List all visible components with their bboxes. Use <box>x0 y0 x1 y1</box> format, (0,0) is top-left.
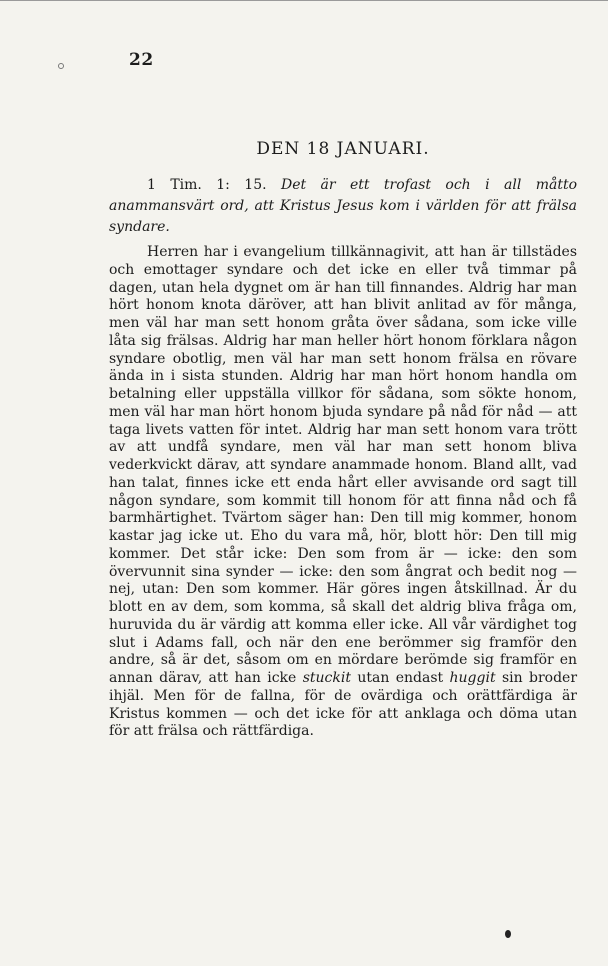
top-rule <box>0 0 608 5</box>
body-part-1: Herren har i evangelium tillkännagivit, att han är tillstädes och emottager syndare och det icke en eller två timmar på dagen, utan hela dygnet om är han till finnandes. Aldrig har man hört honom knota däröver, att han blivit anlitad av för många, men väl har man sett honom gråta över sådana, som icke ville låta sig frälsas. Aldrig har man heller hört honom förklara någon syndare obotlig, men väl har man sett honom frälsa en rövare ända in i sista stunden. Aldrig har man hört honom handla om betalning eller uppställa villkor för sådana, som sökte honom, men väl har man hört honom bjuda syndare på nåd för nåd — att taga livets vatten för intet. Aldrig har man sett honom vara trött av att undfå syndare, men väl har man sett honom bliva vederkvickt därav, att syndare anammade honom. Bland allt, vad han talat, finnes icke ett enda hårt eller avvisande ord sagt till någon syndare, som kommit till honom för att finna nåd och få barmhärtighet. Tvärtom säger han: Den till mig kommer, honom kastar jag icke ut. Eho du vara må, hör, blott hör: Den till mig kommer. Det står icke: Den som from är — icke: den som övervunnit sina synder — icke: den som ångrat och bedit nog — nej, utan: Den som kommer. Här göres ingen åtskillnad. Är du blott en av dem, som komma, så skall det aldrig bliva fråga om, huruvida du är värdig att komma eller icke. All vår värdighet tog slut i Adams fall, och när den ene berömmer sig framför den andre, så är det, såsom om en mördare berömde sig framför en annan därav, att han icke <box>109 244 577 686</box>
emphasis-huggit: huggit <box>449 670 496 686</box>
page-title: DEN 18 JANUARI. <box>256 139 430 159</box>
page-number: 22 <box>129 50 154 70</box>
verse-quote: Det är ett trofast och i all måtto anammansvärt ord, att Kristus Jesus kom i världen för att frälsa syndare. <box>109 177 578 235</box>
devotional-text <box>109 244 577 741</box>
bible-verse <box>109 175 577 238</box>
body-part-2: utan endast <box>357 670 444 686</box>
verse-reference: 1 Tim. 1: 15. <box>147 177 267 193</box>
margin-dot <box>58 63 64 69</box>
body-part-3: sin broder ihjäl. Men för de fallna, för de ovärdiga och orättfärdiga är Kristus kommen — och det icke för att anklaga och döma utan för att frälsa och rättfärdiga. <box>109 670 578 740</box>
emphasis-stuckit: stuckit <box>302 670 351 686</box>
bottom-dot <box>505 930 511 938</box>
